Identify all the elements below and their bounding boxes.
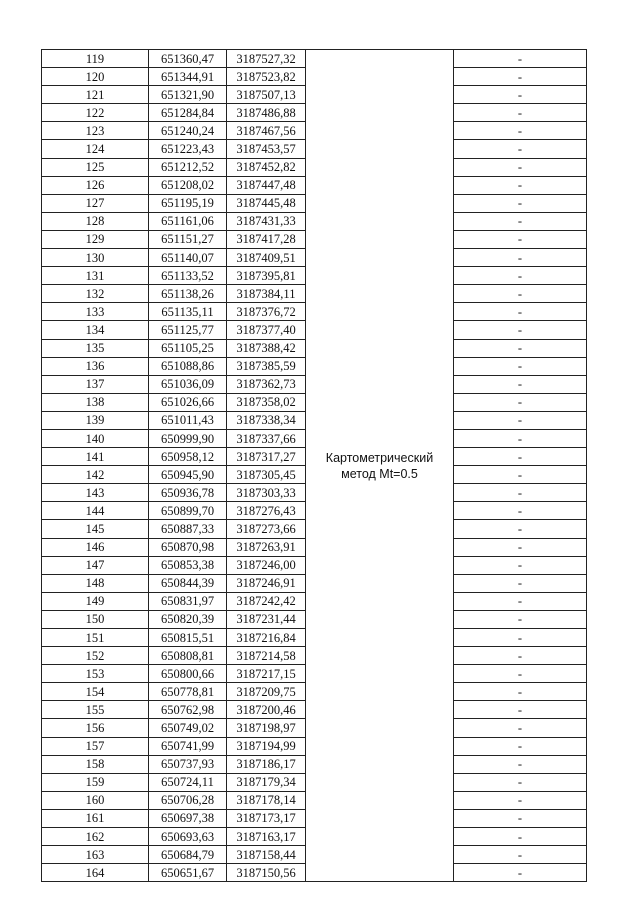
x-coordinate-cell: 651026,66 <box>149 393 227 411</box>
coordinates-table <box>41 49 587 882</box>
x-coordinate-cell: 651138,26 <box>149 285 227 303</box>
x-coordinate-cell: 650887,33 <box>149 520 227 538</box>
empty-value-cell: - <box>454 683 587 701</box>
empty-value-cell: - <box>454 520 587 538</box>
empty-value-cell: - <box>454 791 587 809</box>
empty-value-cell: - <box>454 846 587 864</box>
x-coordinate-cell: 651195,19 <box>149 194 227 212</box>
y-coordinate-cell: 3187246,00 <box>227 556 306 574</box>
x-coordinate-cell: 651223,43 <box>149 140 227 158</box>
y-coordinate-cell: 3187303,33 <box>227 484 306 502</box>
y-coordinate-cell: 3187377,40 <box>227 321 306 339</box>
empty-value-cell: - <box>454 809 587 827</box>
empty-value-cell: - <box>454 610 587 628</box>
x-coordinate-cell: 650999,90 <box>149 429 227 447</box>
x-coordinate-cell: 650936,78 <box>149 484 227 502</box>
empty-value-cell: - <box>454 864 587 882</box>
y-coordinate-cell: 3187452,82 <box>227 158 306 176</box>
empty-value-cell: - <box>454 194 587 212</box>
x-coordinate-cell: 650724,11 <box>149 773 227 791</box>
empty-value-cell: - <box>454 719 587 737</box>
point-number-cell: 155 <box>42 701 149 719</box>
x-coordinate-cell: 650762,98 <box>149 701 227 719</box>
point-number-cell: 121 <box>42 86 149 104</box>
empty-value-cell: - <box>454 393 587 411</box>
empty-value-cell: - <box>454 86 587 104</box>
y-coordinate-cell: 3187337,66 <box>227 429 306 447</box>
y-coordinate-cell: 3187395,81 <box>227 267 306 285</box>
point-number-cell: 157 <box>42 737 149 755</box>
x-coordinate-cell: 651321,90 <box>149 86 227 104</box>
y-coordinate-cell: 3187231,44 <box>227 610 306 628</box>
x-coordinate-cell: 650844,39 <box>149 574 227 592</box>
x-coordinate-cell: 651088,86 <box>149 357 227 375</box>
x-coordinate-cell: 650820,39 <box>149 610 227 628</box>
empty-value-cell: - <box>454 230 587 248</box>
x-coordinate-cell: 650853,38 <box>149 556 227 574</box>
empty-value-cell: - <box>454 303 587 321</box>
y-coordinate-cell: 3187417,28 <box>227 230 306 248</box>
point-number-cell: 122 <box>42 104 149 122</box>
empty-value-cell: - <box>454 176 587 194</box>
y-coordinate-cell: 3187447,48 <box>227 176 306 194</box>
point-number-cell: 129 <box>42 230 149 248</box>
empty-value-cell: - <box>454 629 587 647</box>
point-number-cell: 144 <box>42 502 149 520</box>
y-coordinate-cell: 3187217,15 <box>227 665 306 683</box>
y-coordinate-cell: 3187179,34 <box>227 773 306 791</box>
point-number-cell: 124 <box>42 140 149 158</box>
x-coordinate-cell: 651125,77 <box>149 321 227 339</box>
empty-value-cell: - <box>454 466 587 484</box>
point-number-cell: 139 <box>42 411 149 429</box>
point-number-cell: 147 <box>42 556 149 574</box>
empty-value-cell: - <box>454 104 587 122</box>
x-coordinate-cell: 651284,84 <box>149 104 227 122</box>
empty-value-cell: - <box>454 448 587 466</box>
y-coordinate-cell: 3187507,13 <box>227 86 306 104</box>
x-coordinate-cell: 650651,67 <box>149 864 227 882</box>
y-coordinate-cell: 3187362,73 <box>227 375 306 393</box>
point-number-cell: 149 <box>42 592 149 610</box>
empty-value-cell: - <box>454 339 587 357</box>
y-coordinate-cell: 3187246,91 <box>227 574 306 592</box>
point-number-cell: 142 <box>42 466 149 484</box>
x-coordinate-cell: 650899,70 <box>149 502 227 520</box>
x-coordinate-cell: 650870,98 <box>149 538 227 556</box>
x-coordinate-cell: 650693,63 <box>149 828 227 846</box>
y-coordinate-cell: 3187431,33 <box>227 212 306 230</box>
y-coordinate-cell: 3187216,84 <box>227 629 306 647</box>
x-coordinate-cell: 651344,91 <box>149 68 227 86</box>
empty-value-cell: - <box>454 502 587 520</box>
empty-value-cell: - <box>454 773 587 791</box>
y-coordinate-cell: 3187158,44 <box>227 846 306 864</box>
y-coordinate-cell: 3187186,17 <box>227 755 306 773</box>
empty-value-cell: - <box>454 665 587 683</box>
x-coordinate-cell: 650737,93 <box>149 755 227 773</box>
point-number-cell: 131 <box>42 267 149 285</box>
empty-value-cell: - <box>454 285 587 303</box>
x-coordinate-cell: 651151,27 <box>149 230 227 248</box>
point-number-cell: 146 <box>42 538 149 556</box>
point-number-cell: 119 <box>42 50 149 68</box>
x-coordinate-cell: 650945,90 <box>149 466 227 484</box>
y-coordinate-cell: 3187198,97 <box>227 719 306 737</box>
y-coordinate-cell: 3187338,34 <box>227 411 306 429</box>
point-number-cell: 133 <box>42 303 149 321</box>
y-coordinate-cell: 3187178,14 <box>227 791 306 809</box>
point-number-cell: 145 <box>42 520 149 538</box>
point-number-cell: 140 <box>42 429 149 447</box>
table-row <box>42 50 587 68</box>
point-number-cell: 161 <box>42 809 149 827</box>
empty-value-cell: - <box>454 647 587 665</box>
y-coordinate-cell: 3187214,58 <box>227 647 306 665</box>
x-coordinate-cell: 650831,97 <box>149 592 227 610</box>
x-coordinate-cell: 650808,81 <box>149 647 227 665</box>
x-coordinate-cell: 651208,02 <box>149 176 227 194</box>
point-number-cell: 148 <box>42 574 149 592</box>
x-coordinate-cell: 651161,06 <box>149 212 227 230</box>
x-coordinate-cell: 650741,99 <box>149 737 227 755</box>
y-coordinate-cell: 3187194,99 <box>227 737 306 755</box>
y-coordinate-cell: 3187163,17 <box>227 828 306 846</box>
empty-value-cell: - <box>454 411 587 429</box>
y-coordinate-cell: 3187276,43 <box>227 502 306 520</box>
empty-value-cell: - <box>454 429 587 447</box>
x-coordinate-cell: 650778,81 <box>149 683 227 701</box>
x-coordinate-cell: 651105,25 <box>149 339 227 357</box>
point-number-cell: 134 <box>42 321 149 339</box>
point-number-cell: 137 <box>42 375 149 393</box>
y-coordinate-cell: 3187273,66 <box>227 520 306 538</box>
x-coordinate-cell: 650697,38 <box>149 809 227 827</box>
empty-value-cell: - <box>454 212 587 230</box>
point-number-cell: 141 <box>42 448 149 466</box>
empty-value-cell: - <box>454 755 587 773</box>
point-number-cell: 132 <box>42 285 149 303</box>
y-coordinate-cell: 3187317,27 <box>227 448 306 466</box>
empty-value-cell: - <box>454 68 587 86</box>
point-number-cell: 150 <box>42 610 149 628</box>
empty-value-cell: - <box>454 267 587 285</box>
y-coordinate-cell: 3187376,72 <box>227 303 306 321</box>
empty-value-cell: - <box>454 122 587 140</box>
empty-value-cell: - <box>454 50 587 68</box>
method-cell <box>306 50 454 882</box>
method-accuracy: метод Mt=0.5 <box>341 466 418 481</box>
y-coordinate-cell: 3187358,02 <box>227 393 306 411</box>
point-number-cell: 123 <box>42 122 149 140</box>
empty-value-cell: - <box>454 375 587 393</box>
y-coordinate-cell: 3187527,32 <box>227 50 306 68</box>
x-coordinate-cell: 650749,02 <box>149 719 227 737</box>
point-number-cell: 164 <box>42 864 149 882</box>
point-number-cell: 125 <box>42 158 149 176</box>
empty-value-cell: - <box>454 574 587 592</box>
empty-value-cell: - <box>454 737 587 755</box>
y-coordinate-cell: 3187384,11 <box>227 285 306 303</box>
x-coordinate-cell: 651036,09 <box>149 375 227 393</box>
y-coordinate-cell: 3187305,45 <box>227 466 306 484</box>
point-number-cell: 143 <box>42 484 149 502</box>
point-number-cell: 156 <box>42 719 149 737</box>
point-number-cell: 153 <box>42 665 149 683</box>
y-coordinate-cell: 3187409,51 <box>227 249 306 267</box>
y-coordinate-cell: 3187453,57 <box>227 140 306 158</box>
y-coordinate-cell: 3187150,56 <box>227 864 306 882</box>
point-number-cell: 120 <box>42 68 149 86</box>
empty-value-cell: - <box>454 484 587 502</box>
point-number-cell: 163 <box>42 846 149 864</box>
point-number-cell: 130 <box>42 249 149 267</box>
y-coordinate-cell: 3187467,56 <box>227 122 306 140</box>
x-coordinate-cell: 650800,66 <box>149 665 227 683</box>
point-number-cell: 151 <box>42 629 149 647</box>
empty-value-cell: - <box>454 140 587 158</box>
x-coordinate-cell: 651133,52 <box>149 267 227 285</box>
x-coordinate-cell: 651360,47 <box>149 50 227 68</box>
y-coordinate-cell: 3187242,42 <box>227 592 306 610</box>
x-coordinate-cell: 651212,52 <box>149 158 227 176</box>
point-number-cell: 138 <box>42 393 149 411</box>
point-number-cell: 135 <box>42 339 149 357</box>
y-coordinate-cell: 3187445,48 <box>227 194 306 212</box>
x-coordinate-cell: 651240,24 <box>149 122 227 140</box>
y-coordinate-cell: 3187209,75 <box>227 683 306 701</box>
y-coordinate-cell: 3187200,46 <box>227 701 306 719</box>
x-coordinate-cell: 651011,43 <box>149 411 227 429</box>
empty-value-cell: - <box>454 828 587 846</box>
point-number-cell: 127 <box>42 194 149 212</box>
point-number-cell: 154 <box>42 683 149 701</box>
y-coordinate-cell: 3187523,82 <box>227 68 306 86</box>
empty-value-cell: - <box>454 556 587 574</box>
empty-value-cell: - <box>454 249 587 267</box>
point-number-cell: 162 <box>42 828 149 846</box>
point-number-cell: 128 <box>42 212 149 230</box>
empty-value-cell: - <box>454 592 587 610</box>
y-coordinate-cell: 3187486,88 <box>227 104 306 122</box>
method-name: Картометрический <box>325 450 434 465</box>
x-coordinate-cell: 650958,12 <box>149 448 227 466</box>
empty-value-cell: - <box>454 158 587 176</box>
point-number-cell: 158 <box>42 755 149 773</box>
point-number-cell: 160 <box>42 791 149 809</box>
x-coordinate-cell: 651140,07 <box>149 249 227 267</box>
y-coordinate-cell: 3187173,17 <box>227 809 306 827</box>
point-number-cell: 152 <box>42 647 149 665</box>
point-number-cell: 136 <box>42 357 149 375</box>
x-coordinate-cell: 650706,28 <box>149 791 227 809</box>
y-coordinate-cell: 3187385,59 <box>227 357 306 375</box>
point-number-cell: 159 <box>42 773 149 791</box>
empty-value-cell: - <box>454 701 587 719</box>
y-coordinate-cell: 3187263,91 <box>227 538 306 556</box>
coordinates-table-body <box>42 50 587 882</box>
empty-value-cell: - <box>454 538 587 556</box>
x-coordinate-cell: 650815,51 <box>149 629 227 647</box>
x-coordinate-cell: 650684,79 <box>149 846 227 864</box>
empty-value-cell: - <box>454 357 587 375</box>
x-coordinate-cell: 651135,11 <box>149 303 227 321</box>
point-number-cell: 126 <box>42 176 149 194</box>
empty-value-cell: - <box>454 321 587 339</box>
y-coordinate-cell: 3187388,42 <box>227 339 306 357</box>
